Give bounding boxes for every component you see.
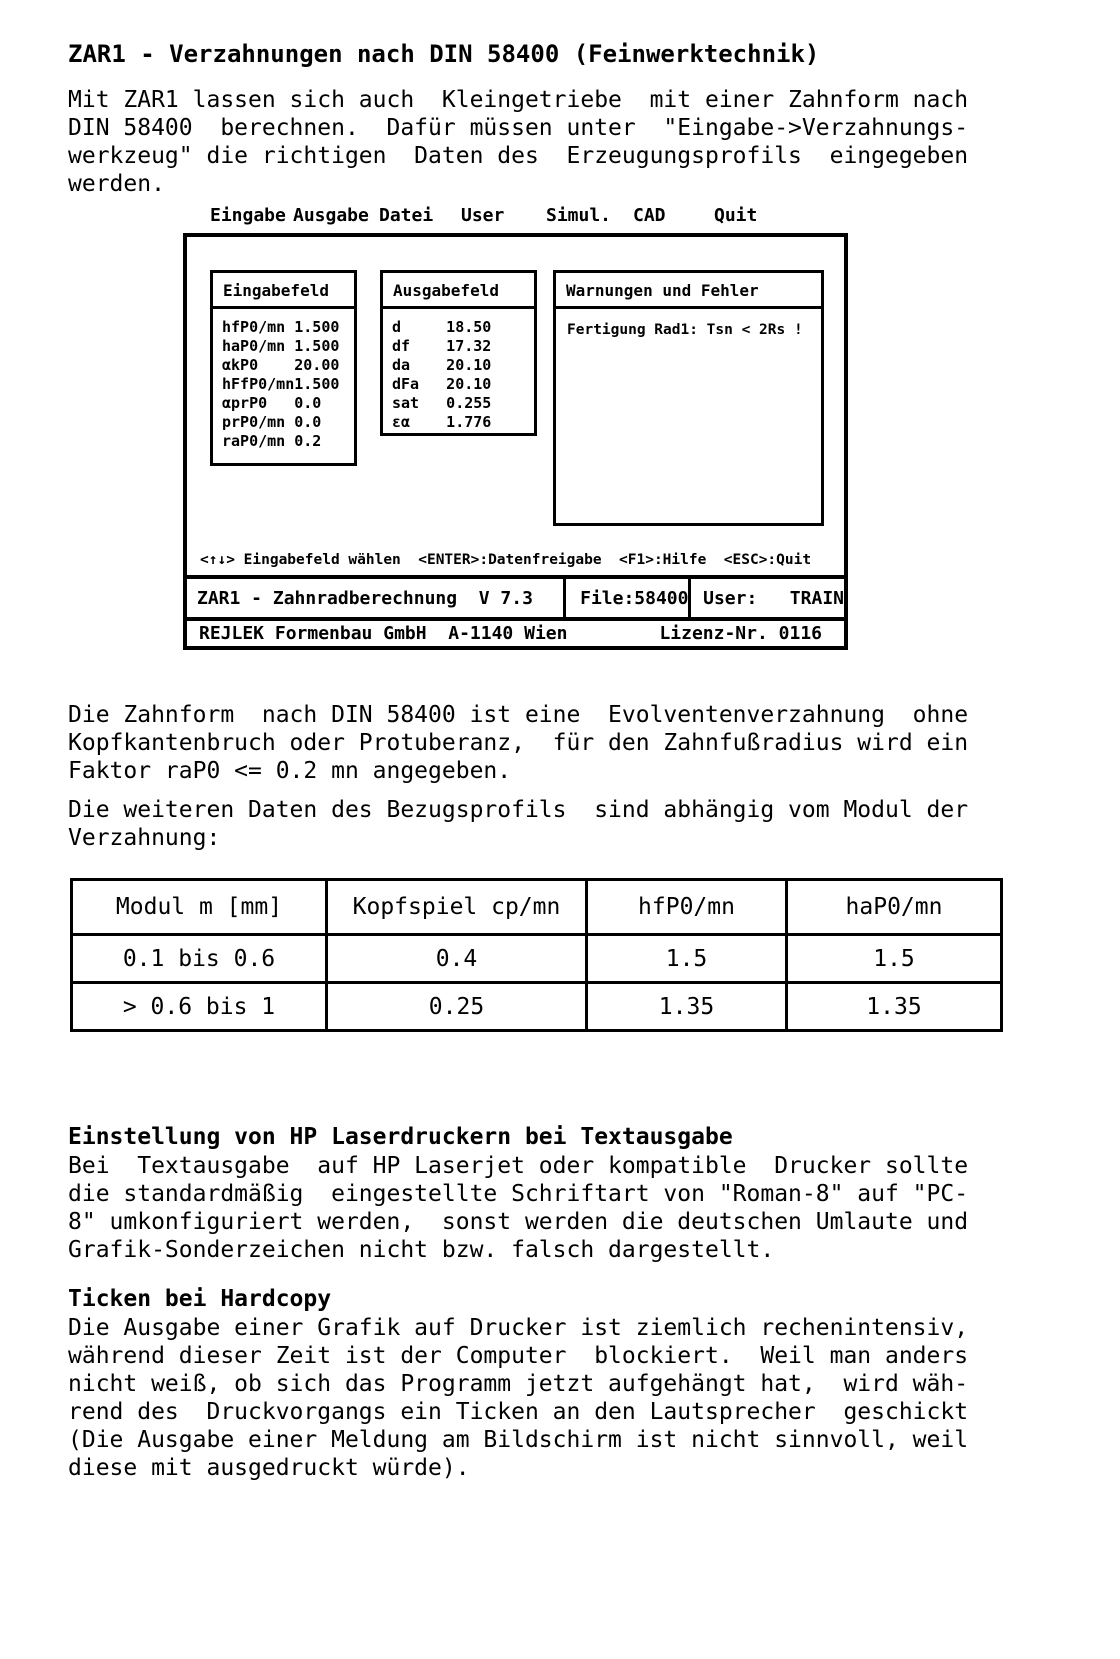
footer-company: REJLEK Formenbau GmbH A-1140 Wien xyxy=(199,623,568,644)
panel-title: Eingabefeld xyxy=(223,281,329,300)
text-line: werkzeug" die richtigen Daten des Erzeugungsprofils eingegeben xyxy=(68,143,969,169)
field-label: hfP0/mn xyxy=(222,318,286,336)
footer-bar xyxy=(187,621,844,646)
table-cell: 1.35 xyxy=(787,983,1002,1031)
table-header-cell: Modul m [mm] xyxy=(72,880,327,935)
section-heading-hp-laser: Einstellung von HP Laserdruckern bei Textausgabe xyxy=(68,1124,733,1150)
eingabefeld-rows xyxy=(213,309,354,451)
hp-laser-paragraph xyxy=(68,1152,968,1264)
intro-paragraph xyxy=(68,86,968,198)
text-line: Kopfkantenbruch oder Protuberanz, für den Zahnfußradius wird ein xyxy=(68,730,969,756)
text-line: Die weiteren Daten des Bezugsprofils sind abhängig vom Modul der xyxy=(68,797,969,823)
menu-item-cad[interactable]: CAD xyxy=(633,205,666,226)
app-screenshot xyxy=(183,203,848,650)
table-cell: 0.4 xyxy=(327,935,587,983)
field-value: 1.500 xyxy=(294,375,340,393)
menu-item-eingabe[interactable]: Eingabe xyxy=(210,205,286,226)
page-title: ZAR1 - Verzahnungen nach DIN 58400 (Feinwerktechnik) xyxy=(68,40,820,68)
table-cell: 1.5 xyxy=(787,935,1002,983)
text-line: Die Ausgabe einer Grafik auf Drucker ist ziemlich rechenintensiv, xyxy=(68,1315,969,1341)
text-line: (Die Ausgabe einer Meldung am Bildschirm ist nicht sinnvoll, weil xyxy=(68,1427,969,1453)
panel-title: Warnungen und Fehler xyxy=(566,281,759,300)
table-row xyxy=(72,935,1002,983)
field-value: 0.0 xyxy=(294,394,322,412)
field-row[interactable] xyxy=(222,337,345,356)
field-value: 1.500 xyxy=(294,337,340,355)
output-row xyxy=(392,337,525,356)
field-value: 20.00 xyxy=(294,356,340,374)
zahnform-paragraph xyxy=(68,701,968,785)
field-value: 1.500 xyxy=(294,318,340,336)
modul-table xyxy=(70,878,1003,1032)
text-line: Die Zahnform nach DIN 58400 ist eine Evolventenverzahnung ohne xyxy=(68,702,969,728)
text-line: während dieser Zeit ist der Computer blockiert. Weil man anders xyxy=(68,1343,969,1369)
field-row[interactable] xyxy=(222,375,345,394)
text-line: die standardmäßig eingestellte Schriftart von "Roman-8" auf "PC- xyxy=(68,1181,969,1207)
output-row xyxy=(392,356,525,375)
text-line: Verzahnung: xyxy=(68,825,221,851)
keyboard-hint-line: <↑↓> Eingabefeld wählen <ENTER>:Datenfreigabe <F1>:Hilfe <ESC>:Quit xyxy=(200,552,812,568)
text-line: rend des Druckvorgangs ein Ticken an den Lautsprecher geschickt xyxy=(68,1399,969,1425)
menu-bar xyxy=(183,203,848,231)
table-header-cell: hfP0/mn xyxy=(587,880,787,935)
table-header-row xyxy=(72,880,1002,935)
panel-ausgabefeld xyxy=(380,270,537,436)
footer-license: Lizenz-Nr. 0116 xyxy=(659,623,822,644)
table-cell: 0.25 xyxy=(327,983,587,1031)
text-line: Bei Textausgabe auf HP Laserjet oder kompatible Drucker sollte xyxy=(68,1153,969,1179)
field-label: d xyxy=(392,318,402,336)
status-file: File:58400 xyxy=(563,579,688,617)
output-row xyxy=(392,375,525,394)
panel-warnungen xyxy=(553,270,824,526)
field-value: 1.776 xyxy=(446,413,492,431)
field-label: raP0/mn xyxy=(222,432,286,450)
text-line: diese mit ausgedruckt würde). xyxy=(68,1455,470,1481)
field-row[interactable] xyxy=(222,432,345,451)
field-value: 20.10 xyxy=(446,375,492,393)
output-row xyxy=(392,394,525,413)
field-label: prP0/mn xyxy=(222,413,286,431)
text-line: 8" umkonfiguriert werden, sonst werden die deutschen Umlaute und xyxy=(68,1209,969,1235)
status-user: User: TRAIN xyxy=(688,579,844,617)
field-value: 17.32 xyxy=(446,337,492,355)
field-label: dFa xyxy=(392,375,420,393)
field-label: da xyxy=(392,356,411,374)
bezugsprofil-paragraph xyxy=(68,796,968,852)
field-value: 0.2 xyxy=(294,432,322,450)
field-row[interactable] xyxy=(222,356,345,375)
table-cell: 0.1 bis 0.6 xyxy=(72,935,327,983)
text-line: werden. xyxy=(68,171,165,197)
field-label: αprP0 xyxy=(222,394,268,412)
table-cell: > 0.6 bis 1 xyxy=(72,983,327,1031)
text-line: Mit ZAR1 lassen sich auch Kleingetriebe mit einer Zahnform nach xyxy=(68,87,969,113)
field-label: εα xyxy=(392,413,411,431)
table-cell: 1.5 xyxy=(587,935,787,983)
app-window-frame xyxy=(183,233,848,650)
output-row xyxy=(392,413,525,432)
field-label: haP0/mn xyxy=(222,337,286,355)
warning-message: Fertigung Rad1: Tsn < 2Rs ! xyxy=(567,322,803,338)
field-label: sat xyxy=(392,394,420,412)
table-header-cell: haP0/mn xyxy=(787,880,1002,935)
field-value: 20.10 xyxy=(446,356,492,374)
field-label: hFfP0/mn xyxy=(222,375,295,393)
field-value: 0.255 xyxy=(446,394,492,412)
status-app-version: ZAR1 - Zahnradberechnung V 7.3 xyxy=(197,587,533,609)
section-heading-ticken: Ticken bei Hardcopy xyxy=(68,1286,332,1312)
text-line: DIN 58400 berechnen. Dafür müssen unter "Eingabe->Verzahnungs- xyxy=(68,115,969,141)
text-line: Grafik-Sonderzeichen nicht bzw. falsch dargestellt. xyxy=(68,1237,775,1263)
menu-item-ausgabe[interactable]: Ausgabe xyxy=(293,205,369,226)
panel-title: Ausgabefeld xyxy=(393,281,499,300)
field-value: 0.0 xyxy=(294,413,322,431)
field-row[interactable] xyxy=(222,413,345,432)
field-label: αkP0 xyxy=(222,356,259,374)
menu-item-simul[interactable]: Simul. xyxy=(546,205,612,226)
field-row[interactable] xyxy=(222,318,345,337)
ausgabefeld-rows xyxy=(383,309,534,432)
field-row[interactable] xyxy=(222,394,345,413)
panel-eingabefeld xyxy=(210,270,357,466)
menu-item-user[interactable]: User xyxy=(461,205,505,226)
text-line: Faktor raP0 <= 0.2 mn angegeben. xyxy=(68,758,512,784)
menu-item-datei[interactable]: Datei xyxy=(379,205,434,226)
menu-item-quit[interactable]: Quit xyxy=(714,205,758,226)
output-row xyxy=(392,318,525,337)
ticken-paragraph xyxy=(68,1314,968,1482)
table-cell: 1.35 xyxy=(587,983,787,1031)
table-row xyxy=(72,983,1002,1031)
field-label: df xyxy=(392,337,411,355)
field-value: 18.50 xyxy=(446,318,492,336)
status-bar xyxy=(187,575,844,621)
table-header-cell: Kopfspiel cp/mn xyxy=(327,880,587,935)
text-line: nicht weiß, ob sich das Programm jetzt aufgehängt hat, wird wäh- xyxy=(68,1371,969,1397)
